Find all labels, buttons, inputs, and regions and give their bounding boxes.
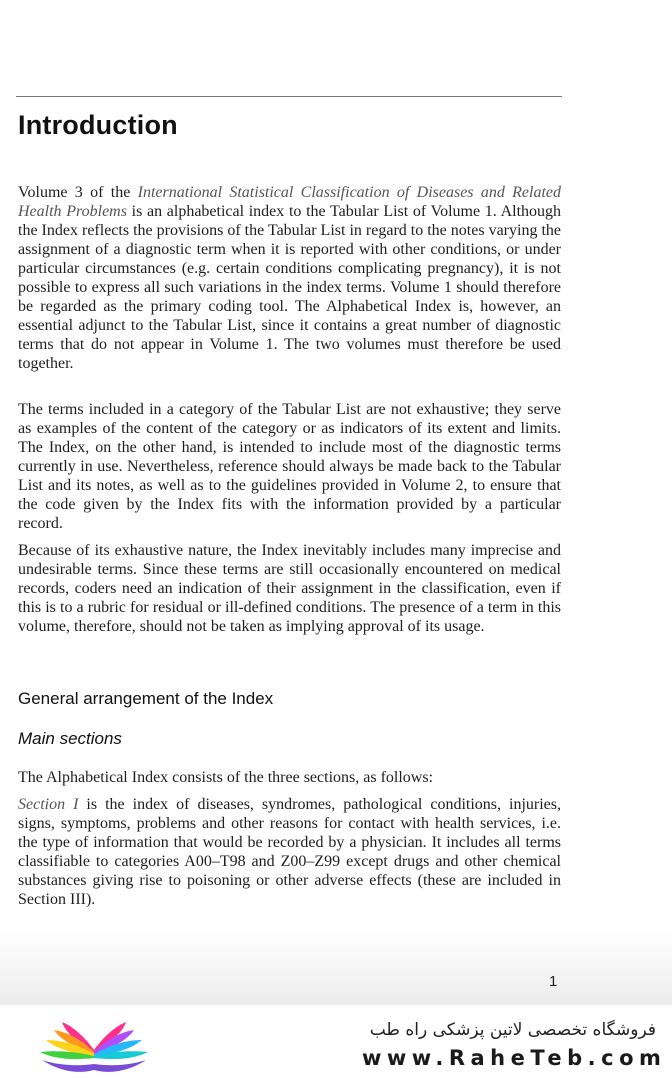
- paragraph-intro: [18, 183, 561, 373]
- paragraph-terms: The terms included in a category of the Tabular List are not exhaustive; they serve as examples of the content of the category or as indicators of its extent and limits. The Index, on the other hand, is intended to include most of the diagnostic terms currently in use. Nevertheless, reference should always be made back to the Tabular List and its notes, as well as to the guidelines provided in Volume 2, to ensure that the code given by the Index fits with the information provided by a particular record.: [18, 401, 561, 532]
- paragraph-sections-intro: The Alphabetical Index consists of the three sections, as follows:: [18, 769, 434, 786]
- page-number: 1: [549, 973, 558, 990]
- paragraph-section-one: [18, 795, 561, 909]
- site-url: www.RaheTeb.com: [362, 1046, 667, 1070]
- page-title: Introduction: [18, 110, 178, 140]
- paragraph-text: is an alphabetical index to the Tabular List of Volume 1. Although the Index reflects the provisions of the Tabular List in regard to the notes varying the assignment of a diagnostic term when it is reported with other conditions, or under particular circumstances (e.g. certain conditions complicating pregnancy), it is not possible to express all such variations in the index terms. Volume 1 should therefore be regarded as the primary coding tool. The Alphabetical Index is, however, an essential adjunct to the Tabular List, since it contains a great number of diagnostic terms that do not appear in Volume 1. The two volumes must therefore be used together.: [18, 203, 562, 372]
- section-label: Section I: [18, 796, 79, 813]
- paragraph-text: is the index of diseases, syndromes, pathological conditions, injuries, signs, symptoms, problems and other reasons for contact with health services, i.e. the type of information that would be recorded by a physician. It includes all terms classifiable to categories A00–T98 and Z00–Z99 except drugs and other chemical substances giving rise to poisoning or other adverse effects (these are included in Section III).: [18, 796, 562, 908]
- paragraph-exhaustive: Because of its exhaustive nature, the Index inevitably includes many imprecise and undesirable terms. Since these terms are still occasionally encountered on medical records, coders need an indication of their assignment in the classification, even if this is to a rubric for residual or ill-defined conditions. The presence of a term in this volume, therefore, should not be taken as implying approval of its usage.: [18, 542, 561, 635]
- header-rule: [16, 96, 562, 97]
- shop-name: فروشگاه تخصصی لاتین پزشکی راه طب: [369, 1020, 656, 1040]
- open-book-rainbow-logo-icon: [36, 1014, 152, 1076]
- section-heading-general-arrangement: General arrangement of the Index: [18, 689, 274, 708]
- subsection-heading-main-sections: Main sections: [18, 729, 122, 748]
- paragraph-text: Volume 3 of the: [18, 184, 138, 201]
- publication-title: International Statistical Classification of Diseases and Related Health Problems: [18, 184, 562, 220]
